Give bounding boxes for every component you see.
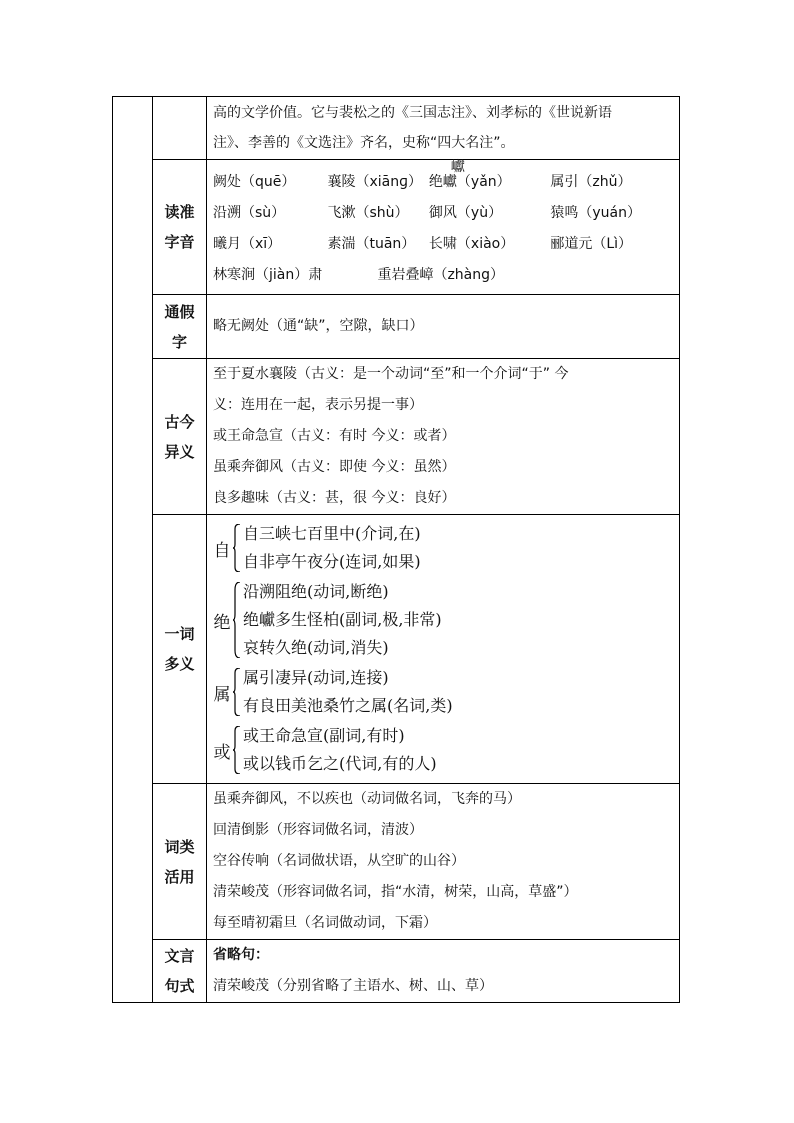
polysemy-row <box>113 515 680 784</box>
pronunciation-row <box>113 160 680 295</box>
polysemy-label: 一词 多义 <box>153 515 207 784</box>
tongjia-label: 通假 字 <box>153 295 207 359</box>
tongjia-content <box>207 295 680 359</box>
pinyin-item: 林寒涧（jiàn）肃 <box>213 267 323 283</box>
polysemy-item: 有良田美池桑竹之属(名词,类) <box>243 696 453 715</box>
tongjia-item: 略无阙处（通“缺”，空隙，缺口） <box>213 318 424 334</box>
pinyin-item: 郦道元（Lì） <box>550 236 633 252</box>
gujin-item: 或王命急宣（古义：有时 今义：或者） <box>213 428 456 444</box>
pinyin-item: 属引（zhǔ） <box>550 174 632 190</box>
polysemy-group <box>213 520 673 576</box>
polysemy-char: 或 <box>213 742 231 763</box>
intro-content <box>207 97 680 160</box>
tongjia-row <box>113 295 680 359</box>
wenyan-item: 清荣峻茂（分别省略了主语水、树、山、草） <box>213 978 493 994</box>
pinyin-item: 曦月（xī） <box>213 236 282 252</box>
brace-icon <box>233 726 241 774</box>
pinyin-item: 御风（yù） <box>428 205 503 221</box>
study-table <box>112 96 680 1003</box>
cilei-content <box>207 784 680 940</box>
polysemy-item: 或王命急宣(副词,有时) <box>243 726 405 745</box>
brace-icon <box>233 524 241 572</box>
above-char: 巘 <box>450 159 465 175</box>
cilei-item: 虽乘奔御风，不以疾也（动词做名词，飞奔的马） <box>213 791 521 807</box>
gujin-item: 至于夏水襄陵（古义：是一个动词“至”和一个介词“于” 今 <box>213 366 569 382</box>
intro-line: 高的文学价值。它与裴松之的《三国志注》、刘孝标的《世说新语 <box>213 105 612 121</box>
cilei-row <box>113 784 680 940</box>
polysemy-item: 或以钱币乞之(代词,有的人) <box>243 754 437 773</box>
gujin-label: 古今 异义 <box>153 359 207 515</box>
intro-label-cell <box>153 97 207 160</box>
pronunciation-line <box>213 198 673 229</box>
wenyan-label: 文言 句式 <box>153 940 207 1003</box>
cilei-label: 词类 活用 <box>153 784 207 940</box>
wenyan-content <box>207 940 680 1003</box>
pinyin-item: 重岩叠嶂（zhàng） <box>377 267 505 283</box>
gujin-item: 义：连用在一起，表示另提一事） <box>213 397 423 413</box>
wenyan-heading: 省略句： <box>213 947 269 963</box>
cilei-item: 每至晴初霜旦（名词做动词，下霜） <box>213 915 437 931</box>
cilei-item: 回清倒影（形容词做名词，清波） <box>213 822 423 838</box>
pinyin-item: 猿鸣（yuán） <box>550 205 641 221</box>
polysemy-item: 自非亭午夜分(连词,如果) <box>243 552 421 571</box>
polysemy-group <box>213 722 673 778</box>
cilei-item: 清荣峻茂（形容词做名词，指“水清，树荣，山高，草盛”） <box>213 884 578 900</box>
gujin-row <box>113 359 680 515</box>
pinyin-item: 阙处（quē） <box>213 174 296 190</box>
polysemy-char: 属 <box>213 684 231 705</box>
polysemy-content <box>207 515 680 784</box>
pinyin-item: 沿溯（sù） <box>213 205 286 221</box>
polysemy-group <box>213 578 673 662</box>
intro-line: 注》、李善的《文选注》齐名，史称“四大名注”。 <box>213 135 515 151</box>
pinyin-item: 襄陵（xiānɡ） <box>327 174 422 190</box>
polysemy-char: 自 <box>213 540 231 561</box>
pinyin-item: 长啸（xiào） <box>428 236 515 252</box>
gujin-item: 良多趣味（古义：甚，很 今义：良好） <box>213 490 456 506</box>
pronunciation-line <box>213 159 673 198</box>
cilei-item: 空谷传响（名词做状语，从空旷的山谷） <box>213 853 465 869</box>
gujin-item: 虽乘奔御风（古义：即使 今义：虽然） <box>213 459 456 475</box>
pinyin-item: 飞漱（shù） <box>327 205 409 221</box>
brace-icon <box>233 582 241 658</box>
polysemy-item: 属引凄异(动词,连接) <box>243 668 389 687</box>
pronunciation-content <box>207 160 680 295</box>
pronunciation-line <box>213 260 673 291</box>
gujin-content <box>207 359 680 515</box>
pronunciation-label: 读准 字音 <box>153 160 207 295</box>
polysemy-item: 绝巘多生怪柏(副词,极,非常) <box>243 610 442 629</box>
intro-row <box>113 97 680 160</box>
pinyin-item: 巘 绝巘（yǎn） <box>429 167 546 198</box>
leftmost-column <box>113 97 153 1003</box>
polysemy-item: 哀转久绝(动词,消失) <box>243 638 389 657</box>
polysemy-item: 自三峡七百里中(介词,在) <box>243 524 421 543</box>
polysemy-char: 绝 <box>213 612 231 633</box>
polysemy-group <box>213 664 673 720</box>
pronunciation-line <box>213 229 673 260</box>
pinyin-item: 素湍（tuān） <box>327 236 416 252</box>
brace-icon <box>233 668 241 716</box>
polysemy-item: 沿溯阻绝(动词,断绝) <box>243 582 389 601</box>
wenyan-row <box>113 940 680 1003</box>
